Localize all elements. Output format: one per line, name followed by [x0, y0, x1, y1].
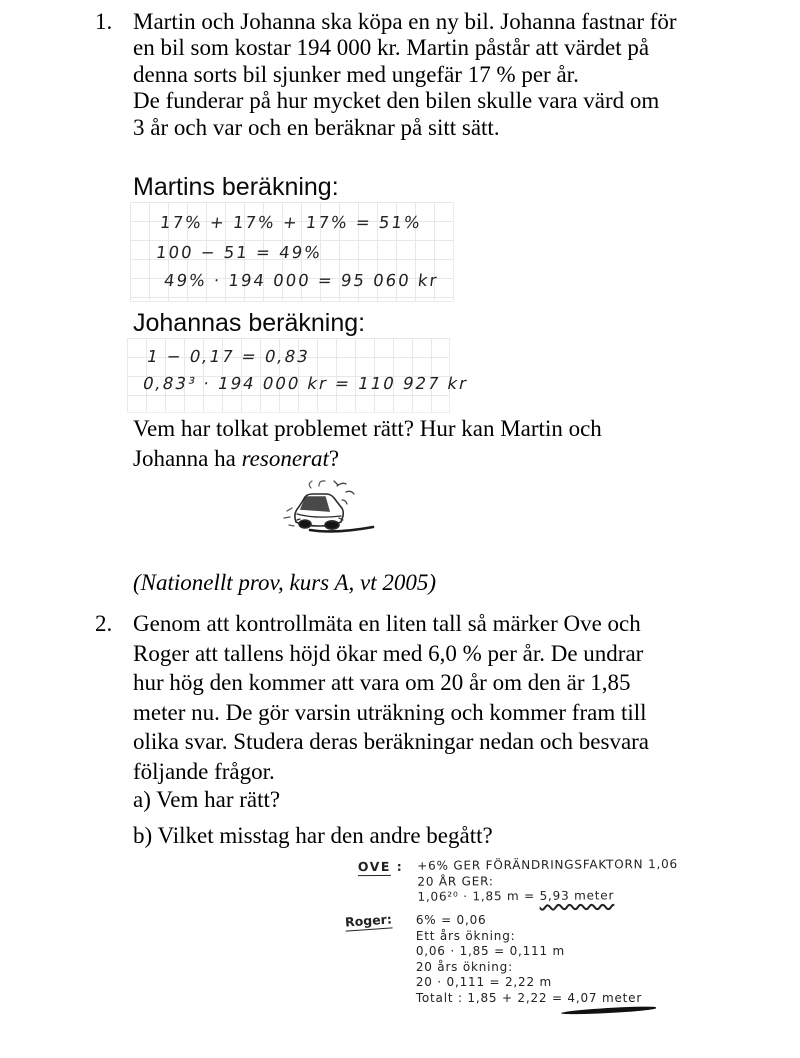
problem-2-line-5: olika svar. Studera deras beräkningar nedan och besvara	[133, 729, 650, 754]
roger-label: Roger:	[344, 911, 393, 930]
johannas-calculation-paper	[127, 338, 471, 413]
emphasized-word: resonerat	[241, 446, 329, 471]
problem-1-line-2: en bil som kostar 194 000 kr. Martin påstår att värdet på	[133, 35, 650, 61]
problem-2-text	[95, 609, 650, 786]
ove-label: OVE :	[357, 858, 404, 875]
problem-1-text	[95, 9, 677, 141]
roger-calc-line-5: 20 · 0,111 = 2,22 m	[415, 975, 552, 989]
sub-question-a: a) Vem har rätt?	[133, 787, 281, 812]
ove-calc-line-1: +6% GER FÖRÄNDRINGSFAKTORN 1,06	[417, 856, 679, 873]
ove-answer: 5,93 meter	[539, 888, 615, 903]
ove-calc-line-2: 20 ÅR GER:	[417, 873, 494, 889]
roger-calc-line-3: 0,06 · 1,85 = 0,111 m	[415, 944, 566, 958]
problem-1-line-1: Martin och Johanna ska köpa en ny bil. Johanna fastnar för	[133, 9, 677, 34]
problem-2-line-2: Roger att tallens höjd ökar med 6,0 % per år. De undrar	[133, 640, 644, 666]
roger-calc-line-4: 20 års ökning:	[415, 959, 513, 974]
problem-2-line-3: hur hög den kommer att vara om 20 år om den är 1,85	[133, 670, 631, 695]
ove-calc-lines	[417, 857, 678, 905]
source-citation: (Nationellt prov, kurs A, vt 2005)	[133, 570, 437, 595]
problem-1-question	[133, 414, 602, 474]
problem-2-line-1: Genom att kontrollmäta en liten tall så märker Ove och	[133, 611, 641, 636]
problem-1-line-3: denna sorts bil sjunker med ungefär 17 % per år.	[133, 61, 579, 87]
damaged-car-sketch	[280, 478, 378, 536]
sub-question-b: b) Vilket misstag har den andre begått?	[133, 823, 493, 848]
roger-calculation	[345, 913, 642, 1006]
roger-calc-line-2: Ett års ökning:	[415, 928, 516, 943]
martin-calc-line-1: 17% + 17% + 17% = 51%	[158, 213, 423, 232]
roger-calc-lines	[416, 913, 642, 1006]
problem-1-line-4: De funderar på hur mycket den bilen skulle vara värd om	[133, 88, 660, 114]
johanna-calc-line-1: 1 − 0,17 = 0,83	[144, 347, 312, 366]
ove-calc-line-3: 1,06²⁰ · 1,85 m = 5,93 meter	[417, 888, 615, 904]
problem-1-number: 1.	[95, 9, 113, 34]
problem-2-number: 2.	[95, 611, 113, 636]
johannas-calculation-heading: Johannas beräkning:	[133, 309, 366, 337]
question-line-2: Johanna ha resonerat?	[133, 446, 340, 471]
roger-calc-line-6: Totalt : 1,85 + 2,22 = 4,07 meter	[415, 990, 643, 1005]
problem-2-line-6: följande frågor.	[133, 758, 275, 784]
johanna-calc-line-2: 0,83³ · 194 000 kr = 110 927 kr	[140, 374, 471, 393]
martins-calculation-heading: Martins beräkning:	[133, 173, 339, 201]
martins-calculation-paper	[130, 202, 454, 302]
question-line-1: Vem har tolkat problemet rätt? Hur kan Martin och	[133, 416, 602, 441]
martin-calc-line-2: 100 − 51 = 49%	[154, 243, 323, 262]
problem-2-line-4: meter nu. De gör varsin uträkning och kommer fram till	[133, 699, 647, 725]
problem-1-line-5: 3 år och var och en beräknar på sitt sätt.	[133, 114, 500, 140]
ove-calculation	[358, 857, 678, 906]
roger-answer: 4,07 meter	[567, 990, 643, 1005]
roger-calc-line-1: 6% = 0,06	[415, 913, 487, 927]
martin-calc-line-3: 49% · 194 000 = 95 060 kr	[162, 271, 440, 290]
